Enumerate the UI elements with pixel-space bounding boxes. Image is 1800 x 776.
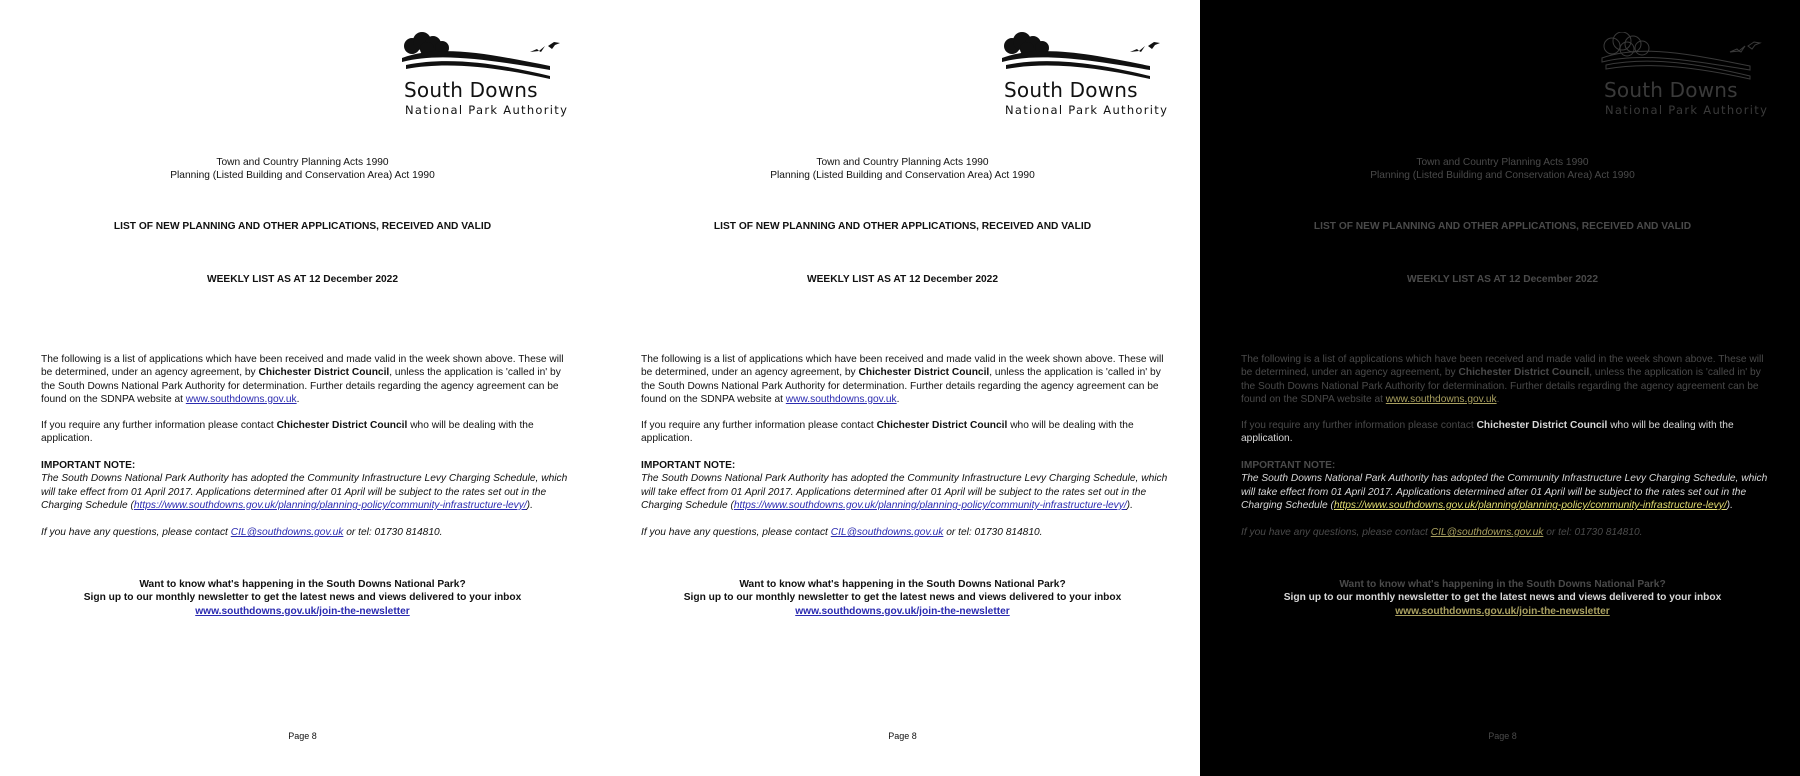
important-note (641, 459, 1171, 512)
acts-line-2: Planning (Listed Building and Conservation Area) Act 1990 (770, 170, 1035, 181)
list-heading: LIST OF NEW PLANNING AND OTHER APPLICATIONS, RECEIVED AND VALID (1313, 221, 1692, 232)
questions-text-2: or tel: 01730 814810. (943, 527, 1043, 538)
important-note-text (641, 472, 1171, 512)
contact-council-text-1: If you require any further information please contact (1241, 420, 1477, 431)
acts-line-2: Planning (Listed Building and Conservation Area) Act 1990 (170, 170, 435, 181)
page-panel-difference (1200, 0, 1800, 776)
intro-text-3: . (896, 393, 900, 405)
questions-text-1: If you have any questions, please contact (641, 527, 831, 538)
sdnpa-website-link[interactable]: www.southdowns.gov.uk (1385, 393, 1497, 405)
trees-hills-icon (400, 32, 565, 84)
trees-hills-icon (1600, 32, 1765, 84)
important-note-title: IMPORTANT NOTE: (41, 460, 136, 471)
contact-council-paragraph (641, 419, 1171, 446)
intro-paragraph (1241, 353, 1771, 406)
questions-paragraph (1241, 526, 1771, 539)
logo-subtitle: National Park Authority (405, 103, 569, 117)
intro-text-1: The following is a list of applications which have been received and made valid in the week shown above. These will be determined, under an agency agreement, by (641, 354, 1164, 379)
list-heading: LIST OF NEW PLANNING AND OTHER APPLICATIONS, RECEIVED AND VALID (713, 221, 1092, 232)
important-note (41, 459, 571, 512)
logo-subtitle: National Park Authority (1005, 103, 1169, 117)
sdnpa-logo (1000, 32, 1169, 122)
council-name: Chichester District Council (858, 367, 990, 379)
questions-text-2: or tel: 01730 814810. (1543, 527, 1643, 538)
sdnpa-logo (400, 32, 569, 122)
page-number: Page 8 (1488, 731, 1517, 741)
newsletter-line-1: Want to know what's happening in the South Downs National Park? (139, 579, 466, 590)
contact-council-text-1: If you require any further information please contact (41, 420, 277, 431)
note-text-1: The South Downs National Park Authority has adopted the Community Infrastructure Levy Charging Schedule, which will take effect from 01 April 2017. Applications determined after 01 April will be subject to the rates set out in the Charging Schedule ( (641, 473, 1168, 511)
intro-paragraph (641, 353, 1171, 406)
intro-paragraph (41, 353, 571, 406)
important-note-title: IMPORTANT NOTE: (641, 460, 736, 471)
sdnpa-website-link[interactable]: www.southdowns.gov.uk (185, 393, 297, 405)
acts-line-1: Town and Country Planning Acts 1990 (816, 157, 989, 168)
council-name: Chichester District Council (1476, 420, 1608, 431)
note-text-2: ). (1126, 499, 1133, 511)
newsletter-block (600, 578, 1200, 618)
note-text-2: ). (1726, 499, 1733, 511)
intro-text-1: The following is a list of applications which have been received and made valid in the week shown above. These will be determined, under an agency agreement, by (41, 354, 564, 379)
newsletter-line-1: Want to know what's happening in the South Downs National Park? (1339, 579, 1666, 590)
council-name: Chichester District Council (258, 367, 390, 379)
cil-email-link[interactable]: CIL@southdowns.gov.uk (230, 527, 344, 538)
intro-text-2: , unless the application is 'called in' by the South Downs National Park Authority for determination. Further details regarding the agency agreement can be found on the SDNPA website at (41, 367, 561, 405)
newsletter-block (1200, 578, 1800, 618)
newsletter-link[interactable]: www.southdowns.gov.uk/join-the-newsletter (795, 605, 1010, 617)
contact-council-text-1: If you require any further information please contact (641, 420, 877, 431)
trees-hills-icon (1000, 32, 1165, 84)
newsletter-link[interactable]: www.southdowns.gov.uk/join-the-newsletter (1395, 605, 1610, 617)
note-text-1: The South Downs National Park Authority has adopted the Community Infrastructure Levy Charging Schedule, which will take effect from 01 April 2017. Applications determined after 01 April will be subject to the rates set out in the Charging Schedule ( (1241, 473, 1768, 511)
newsletter-line-2: Sign up to our monthly newsletter to get the latest news and views delivered to your inbox (1283, 592, 1722, 604)
intro-text-3: . (296, 393, 300, 405)
contact-council-text-2: who will be dealing with the application. (41, 420, 534, 445)
list-heading: LIST OF NEW PLANNING AND OTHER APPLICATIONS, RECEIVED AND VALID (113, 221, 492, 232)
note-text-2: ). (526, 499, 533, 511)
important-note-text (1241, 472, 1771, 512)
newsletter-line-2: Sign up to our monthly newsletter to get the latest news and views delivered to your inbox (683, 592, 1122, 604)
council-name: Chichester District Council (276, 420, 408, 431)
important-note-text (41, 472, 571, 512)
cil-policy-link[interactable]: https://www.southdowns.gov.uk/planning/planning-policy/community-infrastructure-levy/ (1333, 499, 1727, 511)
newsletter-line-2: Sign up to our monthly newsletter to get the latest news and views delivered to your inbox (83, 592, 522, 604)
important-note (1241, 459, 1771, 512)
questions-text-2: or tel: 01730 814810. (343, 527, 443, 538)
newsletter-block (0, 578, 600, 618)
intro-text-1: The following is a list of applications which have been received and made valid in the week shown above. These will be determined, under an agency agreement, by (1241, 354, 1764, 379)
weekly-date-heading: WEEKLY LIST AS AT 12 December 2022 (207, 274, 398, 285)
logo-name: South Downs (404, 78, 538, 102)
contact-council-paragraph (1241, 419, 1771, 446)
acts-line-2: Planning (Listed Building and Conservation Area) Act 1990 (1370, 170, 1635, 181)
important-note-title: IMPORTANT NOTE: (1241, 460, 1336, 471)
questions-text-1: If you have any questions, please contact (1241, 527, 1431, 538)
page-panel-modified (600, 0, 1200, 776)
page-number: Page 8 (288, 731, 317, 741)
sdnpa-logo (1600, 32, 1769, 122)
contact-council-text-2: who will be dealing with the application. (1241, 420, 1734, 445)
contact-council-text-2: who will be dealing with the application. (641, 420, 1134, 445)
intro-text-2: , unless the application is 'called in' by the South Downs National Park Authority for determination. Further details regarding the agency agreement can be found on the SDNPA website at (1241, 367, 1761, 405)
logo-subtitle: National Park Authority (1605, 103, 1769, 117)
acts-line-1: Town and Country Planning Acts 1990 (1416, 157, 1589, 168)
newsletter-link[interactable]: www.southdowns.gov.uk/join-the-newsletter (195, 605, 410, 617)
cil-policy-link[interactable]: https://www.southdowns.gov.uk/planning/planning-policy/community-infrastructure-levy/ (133, 499, 527, 511)
cil-policy-link[interactable]: https://www.southdowns.gov.uk/planning/planning-policy/community-infrastructure-levy/ (733, 499, 1127, 511)
cil-email-link[interactable]: CIL@southdowns.gov.uk (830, 527, 944, 538)
logo-name: South Downs (1604, 78, 1738, 102)
intro-text-2: , unless the application is 'called in' by the South Downs National Park Authority for determination. Further details regarding the agency agreement can be found on the SDNPA website at (641, 367, 1161, 405)
page-panel-original (0, 0, 600, 776)
council-name: Chichester District Council (876, 420, 1008, 431)
weekly-date-heading: WEEKLY LIST AS AT 12 December 2022 (1407, 274, 1598, 285)
questions-paragraph (641, 526, 1171, 539)
weekly-date-heading: WEEKLY LIST AS AT 12 December 2022 (807, 274, 998, 285)
acts-block (1200, 156, 1800, 182)
questions-paragraph (41, 526, 571, 539)
logo-name: South Downs (1004, 78, 1138, 102)
cil-email-link[interactable]: CIL@southdowns.gov.uk (1430, 527, 1544, 538)
acts-block (600, 156, 1200, 182)
newsletter-line-1: Want to know what's happening in the South Downs National Park? (739, 579, 1066, 590)
note-text-1: The South Downs National Park Authority has adopted the Community Infrastructure Levy Charging Schedule, which will take effect from 01 April 2017. Applications determined after 01 April will be subject to the rates set out in the Charging Schedule ( (41, 473, 568, 511)
contact-council-paragraph (41, 419, 571, 446)
council-name: Chichester District Council (1458, 367, 1590, 379)
sdnpa-website-link[interactable]: www.southdowns.gov.uk (785, 393, 897, 405)
acts-block (0, 156, 600, 182)
page-number: Page 8 (888, 731, 917, 741)
intro-text-3: . (1496, 393, 1500, 405)
questions-text-1: If you have any questions, please contact (41, 527, 231, 538)
acts-line-1: Town and Country Planning Acts 1990 (216, 157, 389, 168)
